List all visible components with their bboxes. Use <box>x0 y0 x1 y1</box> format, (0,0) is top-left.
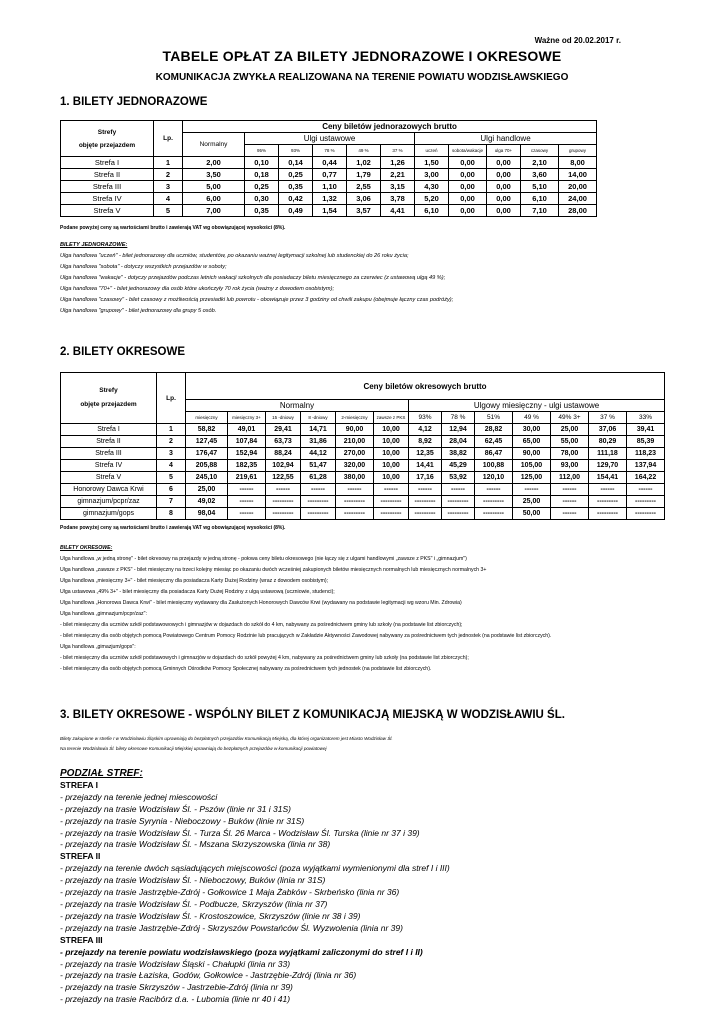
note-line: Ulga handlowa "grupowy" - bilet jednorazowy dla grupy 5 osób. <box>60 308 217 314</box>
price-cell: 0,42 <box>279 193 313 205</box>
subheader-cell: 49 % <box>347 145 381 157</box>
price-cell: 90,00 <box>336 424 374 436</box>
ulgi-handlowe-header: Ulgi handlowe <box>415 133 597 145</box>
zone-route: - przejazdy na trasie Łaziska, Godów, Gołkowice - Jastrzębie-Zdrój (linia nr 36) <box>60 970 357 981</box>
price-cell: 107,84 <box>228 436 266 448</box>
price-cell: 120,10 <box>475 472 513 484</box>
table-row <box>61 460 665 472</box>
table-row <box>61 193 597 205</box>
price-cell: 88,24 <box>266 448 301 460</box>
zone-route: - przejazdy na trasie Wodzisław Śl. - Krostoszowice, Skrzyszów (linie nr 38 i 39) <box>60 910 361 921</box>
price-cell: 0,00 <box>487 169 521 181</box>
price-cell: 270,00 <box>336 448 374 460</box>
price-cell: 380,00 <box>336 472 374 484</box>
zone-cell: Strefa III <box>61 448 157 460</box>
price-cell: 8,00 <box>559 157 597 169</box>
price-cell: 0,00 <box>449 193 487 205</box>
price-cell: 182,35 <box>228 460 266 472</box>
price-cell: 49,01 <box>228 424 266 436</box>
price-cell: 39,41 <box>627 424 665 436</box>
price-cell: 129,70 <box>589 460 627 472</box>
price-cell: ------ <box>374 484 409 496</box>
price-cell: 17,16 <box>409 472 442 484</box>
price-cell: 0,14 <box>279 157 313 169</box>
price-cell: --------- <box>409 508 442 520</box>
price-cell: --------- <box>475 496 513 508</box>
price-cell: 3,15 <box>381 181 415 193</box>
zone-route: - przejazdy na trasie Wodzisław Śl. - Turza Śl. 26 Marca - Wodzisław Śl. Turska (linie nr 37 i 39) <box>60 827 420 838</box>
price-cell: ------ <box>266 484 301 496</box>
price-cell: 1,54 <box>313 205 347 217</box>
price-cell: 10,00 <box>374 448 409 460</box>
subheader-cell: 95% <box>245 145 279 157</box>
note-line: Ulga handlowa „miesięczny 3+" - bilet miesięczny dla posiadacza Karty Dużej Rodziny (wraz z dowodem osobistym); <box>60 578 329 584</box>
price-cell: 44,12 <box>301 448 336 460</box>
zone-route: - przejazdy na terenie powiatu wodzisławskiego (poza wyjątkami zaliczonymi do stref I i II) <box>60 946 423 957</box>
table-row <box>61 448 665 460</box>
zone-cell: Strefa V <box>61 205 154 217</box>
zone-cell: Strefa I <box>61 424 157 436</box>
subheader-cell: uczeń <box>415 145 449 157</box>
price-cell: 78,00 <box>551 448 589 460</box>
price-cell: --------- <box>627 508 665 520</box>
zone-route: - przejazdy na trasie Skrzyszów - Jastrzebie-Zdrój (linia nr 39) <box>60 982 293 993</box>
price-cell: 6,10 <box>521 193 559 205</box>
zone-route: - przejazdy na trasie Wodzisław Śląski - Chałupki (linia nr 33) <box>60 958 291 969</box>
price-cell: ------ <box>228 508 266 520</box>
zone-cell: Strefa I <box>61 157 154 169</box>
zone-route: - przejazdy na trasie Wodzisław Śl. - Mszana Skrzyszowska (linia nr 38) <box>60 839 331 850</box>
section2-notes <box>60 543 551 675</box>
subheader-cell: 33% <box>627 412 665 424</box>
price-cell: 53,92 <box>442 472 475 484</box>
price-cell: ------ <box>589 484 627 496</box>
price-cell: 0,00 <box>487 157 521 169</box>
table-row <box>61 484 665 496</box>
price-cell: 2,55 <box>347 181 381 193</box>
lp-cell: 6 <box>157 484 186 496</box>
price-cell: 37,06 <box>589 424 627 436</box>
price-cell: 62,45 <box>475 436 513 448</box>
subheader-cell: miesięczny 3+ <box>228 412 266 424</box>
zones-header: Strefy objęte przejazdem <box>61 121 154 157</box>
price-cell: ------ <box>551 484 589 496</box>
note-line: Ulga handlowa "sobota" - dotyczy wszystkich przejazdów w soboty; <box>60 264 227 270</box>
price-cell: 10,00 <box>374 424 409 436</box>
price-header: Ceny biletów okresowych brutto <box>186 373 665 400</box>
notes-title: BILETY JEDNORAZOWE: <box>60 242 128 248</box>
price-cell: ------ <box>442 484 475 496</box>
price-cell: 28,04 <box>442 436 475 448</box>
note-line: - bilet miesięczny dla uczniów szkół podstawowych i gimnazjów w dojazdach do szkół powyżej 4 km, nabywany za pośrednictwem gminy lub szkoły (na podstawie list zbiorczych); <box>60 655 469 661</box>
price-cell: --------- <box>301 496 336 508</box>
note-line: Ulga handlowa „w jedną stronę" - bilet okresowy na przejazdy w jedną stronę - połowa ceny biletu okresowego (nie łączy się z ulgami handlowymi „zawsze z PKS" i „gimnazjum") <box>60 556 467 562</box>
lp-cell: 8 <box>157 508 186 520</box>
zone-route: - przejazdy na trasie Wodzisław Śl. - Podbucze, Skrzyszów (linia nr 37) <box>60 898 328 909</box>
price-cell: --------- <box>336 496 374 508</box>
price-cell: 3,06 <box>347 193 381 205</box>
subheader-cell: ulga 70+ <box>487 145 521 157</box>
table-row <box>61 157 597 169</box>
price-cell: ------ <box>301 484 336 496</box>
price-cell: 0,18 <box>245 169 279 181</box>
price-cell: 45,29 <box>442 460 475 472</box>
lp-cell: 3 <box>154 181 183 193</box>
price-cell: 0,35 <box>279 181 313 193</box>
price-cell: 30,00 <box>513 424 551 436</box>
subheader-cell: 37 % <box>381 145 415 157</box>
price-cell: 1,79 <box>347 169 381 181</box>
section1-heading: 1. BILETY JEDNORAZOWE <box>60 96 208 108</box>
document-subtitle: KOMUNIKACJA ZWYKŁA REALIZOWANA NA TERENIE POWIATU WODZISŁAWSKIEGO <box>155 72 569 83</box>
ulgi-ustawowe-header: Ulgi ustawowe <box>245 133 415 145</box>
price-cell: 122,55 <box>266 472 301 484</box>
price-cell: 118,23 <box>627 448 665 460</box>
price-cell: 50,00 <box>513 508 551 520</box>
price-cell: 112,00 <box>551 472 589 484</box>
price-cell: --------- <box>589 508 627 520</box>
price-cell: 0,25 <box>245 181 279 193</box>
price-cell: 0,00 <box>449 169 487 181</box>
table-row <box>61 472 665 484</box>
price-cell: 28,82 <box>475 424 513 436</box>
zone-cell: Strefa V <box>61 472 157 484</box>
price-cell: 25,00 <box>513 496 551 508</box>
price-cell: 3,78 <box>381 193 415 205</box>
section1-vat-note: Podane powyżej ceny są wartościami brutto i zawierają VAT wg obowiązującej wysokości (8%). <box>60 225 286 231</box>
price-cell: 28,00 <box>559 205 597 217</box>
subheader-cell: 15 -dniowy <box>266 412 301 424</box>
table-row <box>61 496 665 508</box>
lp-cell: 1 <box>154 157 183 169</box>
price-cell: 7,00 <box>183 205 245 217</box>
zone-route: - przejazdy na terenie dwóch sąsiadujących miejscowości (poza wyjątkami wymienionymi dla stref I i III) <box>60 863 450 874</box>
lp-cell: 5 <box>154 205 183 217</box>
zone-route: - przejazdy na trasie Racibórz d.a. - Lubomia (linie nr 40 i 41) <box>60 994 291 1005</box>
price-cell: --------- <box>475 508 513 520</box>
price-cell: ------ <box>513 484 551 496</box>
price-cell: 245,10 <box>186 472 228 484</box>
price-cell: --------- <box>266 496 301 508</box>
subheader-cell: 93% <box>279 145 313 157</box>
price-cell: 2,10 <box>521 157 559 169</box>
price-cell: 111,18 <box>589 448 627 460</box>
price-cell: 105,00 <box>513 460 551 472</box>
price-cell: 86,47 <box>475 448 513 460</box>
price-cell: 7,10 <box>521 205 559 217</box>
table-row <box>61 424 665 436</box>
price-cell: 24,00 <box>559 193 597 205</box>
price-cell: 98,04 <box>186 508 228 520</box>
normal-header: Normalny <box>183 133 245 157</box>
price-cell: 8,92 <box>409 436 442 448</box>
price-cell: --------- <box>301 508 336 520</box>
price-cell: 210,00 <box>336 436 374 448</box>
valid-from-date: Ważne od 20.02.2017 r. <box>534 36 621 45</box>
note-line: - bilet miesięczny dla osób objętych pomocą Powiatowego Centrum Pomocy Rodzinie lub pracujących w Zakładzie Aktywności Zawodowej nabywany za pośrednictwem tych jednostek (na podstawie list zbiorczych). <box>60 633 552 639</box>
note-line: Ulga handlowa „zawsze z PKS" - bilet miesięczny na trzeci kolejny miesiąc po okazaniu dwóch wcześniej zakupionych biletów miesięcznych normalnych lub miesięcznych normalnych 3+ <box>60 567 487 573</box>
price-cell: ------ <box>627 484 665 496</box>
price-cell: 12,35 <box>409 448 442 460</box>
price-cell: 1,26 <box>381 157 415 169</box>
subheader-cell: zawsze z PKS <box>374 412 409 424</box>
subheader-cell: 51% <box>475 412 513 424</box>
zone-cell: Strefa II <box>61 436 157 448</box>
zones-header: Strefy objęte przejazdem <box>61 373 157 424</box>
price-cell: 3,50 <box>183 169 245 181</box>
subheader-cell: 93% <box>409 412 442 424</box>
subheader-cell: 78 % <box>313 145 347 157</box>
zone-route: - przejazdy na trasie Syrynia - Nieboczowy - Buków (linie nr 31S) <box>60 815 305 826</box>
note-line: Ulga handlowa "wakacje" - dotyczy przejazdów podczas letnich wakacji szkolnych dla posiadaczy biletu miesięcznego za czerwiec (z ustawową ulgą 49 %); <box>60 275 446 281</box>
note-line: Ulga handlowa „gimnazjum/pcpr/zaz": <box>60 611 147 617</box>
lp-cell: 4 <box>157 460 186 472</box>
note-line: Ulga ustawowa „49% 3+" - bilet miesięczny dla posiadacza Karty Dużej Rodziny z ulgą ustawową (uczniowie, studenci); <box>60 589 335 595</box>
price-cell: 5,00 <box>183 181 245 193</box>
price-cell: ------ <box>228 496 266 508</box>
subheader-cell: miesięczny <box>186 412 228 424</box>
zone-route: - przejazdy na trasie Wodzisław Śl. - Nieboczowy, Buków (linia nr 31S) <box>60 875 326 886</box>
document-title: TABELE OPŁAT ZA BILETY JEDNORAZOWE I OKRESOWE <box>162 48 562 64</box>
price-cell: 125,00 <box>513 472 551 484</box>
price-cell: 14,00 <box>559 169 597 181</box>
subheader-cell: sobota/wakacje <box>449 145 487 157</box>
section2-heading: 2. BILETY OKRESOWE <box>60 346 186 358</box>
price-cell: --------- <box>442 508 475 520</box>
section3-heading: 3. BILETY OKRESOWE - WSPÓLNY BILET Z KOMUNIKACJĄ MIEJSKĄ W WODZISŁAWIU ŚL. <box>60 709 565 721</box>
zone-route: - przejazdy na terenie jednej miescowości <box>60 791 218 802</box>
price-cell: 5,10 <box>521 181 559 193</box>
zone-division <box>60 768 450 1006</box>
price-cell: 100,88 <box>475 460 513 472</box>
price-cell: 49,02 <box>186 496 228 508</box>
subheader-cell: czasowy <box>521 145 559 157</box>
price-cell: 31,86 <box>301 436 336 448</box>
price-cell: 29,41 <box>266 424 301 436</box>
price-cell: 0,00 <box>487 205 521 217</box>
note-line: Ulga handlowa „gimazjum/gops": <box>60 644 136 650</box>
subheader-cell: 49% 3+ <box>551 412 589 424</box>
price-cell: --------- <box>627 496 665 508</box>
price-cell: --------- <box>589 496 627 508</box>
price-cell: 4,41 <box>381 205 415 217</box>
price-cell: 154,41 <box>589 472 627 484</box>
price-cell: 0,10 <box>245 157 279 169</box>
price-cell: 176,47 <box>186 448 228 460</box>
lp-cell: 1 <box>157 424 186 436</box>
price-cell: 0,30 <box>245 193 279 205</box>
ulgi-header: Ulgowy miesięczny - ulgi ustawowe <box>409 400 665 412</box>
price-cell: ------ <box>551 508 589 520</box>
table-row <box>61 181 597 193</box>
lp-cell: 4 <box>154 193 183 205</box>
price-cell: 63,73 <box>266 436 301 448</box>
price-cell: ------ <box>409 484 442 496</box>
zone-cell: Strefa III <box>61 181 154 193</box>
price-cell: 102,94 <box>266 460 301 472</box>
price-cell: 0,00 <box>449 157 487 169</box>
price-cell: 4,12 <box>409 424 442 436</box>
price-cell: 38,82 <box>442 448 475 460</box>
price-cell: 0,77 <box>313 169 347 181</box>
zone-cell: Honorowy Dawca Krwi <box>61 484 157 496</box>
price-cell: 1,02 <box>347 157 381 169</box>
subheader-cell: 2-miesięczny <box>336 412 374 424</box>
price-cell: 3,00 <box>415 169 449 181</box>
lp-cell: 5 <box>157 472 186 484</box>
price-cell: 2,00 <box>183 157 245 169</box>
price-cell: 93,00 <box>551 460 589 472</box>
price-cell: 152,94 <box>228 448 266 460</box>
price-cell: 5,20 <box>415 193 449 205</box>
table-row <box>61 205 597 217</box>
price-cell: --------- <box>374 508 409 520</box>
price-cell: --------- <box>442 496 475 508</box>
zone-heading: STREFA II <box>60 851 101 862</box>
lp-cell: 2 <box>157 436 186 448</box>
section2-vat-note: Podane powyżej ceny są wartościami brutto i zawierają VAT wg obowiązującej wysokości (8%). <box>60 525 286 531</box>
zone-route: - przejazdy na trasie Jastrzębie-Zdrój - Skrzyszów Powstańców Śl. Wyzwolenia (linia nr 39) <box>60 922 403 933</box>
subheader-cell: grupowy <box>559 145 597 157</box>
lp-cell: 2 <box>154 169 183 181</box>
price-cell: 205,88 <box>186 460 228 472</box>
price-cell: 80,29 <box>589 436 627 448</box>
price-cell: 12,94 <box>442 424 475 436</box>
price-cell: 10,00 <box>374 460 409 472</box>
price-cell: 1,32 <box>313 193 347 205</box>
price-cell: 55,00 <box>551 436 589 448</box>
table-row <box>61 436 665 448</box>
price-cell: 10,00 <box>374 472 409 484</box>
price-cell: 3,60 <box>521 169 559 181</box>
price-cell: 0,35 <box>245 205 279 217</box>
lp-header: Lp. <box>154 121 183 157</box>
section1-notes <box>60 240 453 317</box>
zone-route: - przejazdy na trasie Wodzisław Śl. - Pszów (linie nr 31 i 31S) <box>60 803 291 814</box>
price-cell: ------ <box>551 496 589 508</box>
subheader-cell: 49 % <box>513 412 551 424</box>
price-cell: 25,00 <box>186 484 228 496</box>
price-cell: --------- <box>374 496 409 508</box>
lp-cell: 3 <box>157 448 186 460</box>
lp-header: Lp. <box>157 373 186 424</box>
zone-heading: STREFA III <box>60 934 103 945</box>
note-line: Ulga handlowa „Honorowa Dawca Krwi" - bilet miesięczny wydawany dla Zasłużonych Honorowych Dawców Krwi (wydawany na podstawie legitymacji wg wzoru Min. Zdrowia) <box>60 600 462 606</box>
note-line: Ulga handlowa "70+" - bilet jednorazowy dla osób które ukończyły 70 rok życia (ważny z dowodem osobistym); <box>60 286 335 292</box>
period-ticket-table <box>60 372 665 520</box>
price-cell: 90,00 <box>513 448 551 460</box>
normal-header: Normalny <box>186 400 409 412</box>
zone-heading: STREFA I <box>60 779 98 790</box>
price-cell: 14,41 <box>409 460 442 472</box>
price-cell: 6,10 <box>415 205 449 217</box>
price-header: Ceny biletów jednorazowych brutto <box>183 121 597 133</box>
price-cell: ------ <box>475 484 513 496</box>
zone-cell: Strefa IV <box>61 193 154 205</box>
section3-intro: Bilety zakupione w strefie I w Wodzisławiu Śląskim uprawniają do bezpłatnych przejazdów Komunikacją Miejską, dla której organizatorem jest Miasto Wodzisław Śl. Na terenie Wodzisławia Śl. bilety okresowe Komunikacji Miejskiej uprawniają do bezpłatnych przejazdów w komunikacji powiatowej <box>60 736 393 751</box>
table-row <box>61 508 665 520</box>
zone-route: - przejazdy na trasie Jastrzębie-Zdrój - Gołkowice 1 Maja Żabków - Skrbeńsko (linia nr 36) <box>60 887 400 898</box>
note-line: - bilet miesięczny dla osób objętych pomocą Gminnych Ośrodków Pomocy Społecznej nabywany za pośrednictwem tych jednostek (na podstawie list zbiorczych). <box>60 666 432 672</box>
note-line: Ulga handlowa "czasowy" - bilet czasowy z możliwością przesiadki lub powrotu - obowiązuje przez 3 godziny od chwili zakupu (obejmuje łączny czas podróży); <box>60 297 454 303</box>
price-cell: 0,00 <box>487 181 521 193</box>
price-cell: 25,00 <box>551 424 589 436</box>
zone-cell: Strefa IV <box>61 460 157 472</box>
price-cell: 320,00 <box>336 460 374 472</box>
price-cell: 0,44 <box>313 157 347 169</box>
price-cell: 3,57 <box>347 205 381 217</box>
subheader-cell: 37 % <box>589 412 627 424</box>
note-line: - bilet miesięczny dla uczniów szkół podstawowowych i gimnazjów w dojazdach do szkół do 4 km, nabywany za pośrednictwem gminy lub szkoły (na podstawie list zbiorczych); <box>60 622 463 628</box>
price-cell: 20,00 <box>559 181 597 193</box>
subheader-cell: 78 % <box>442 412 475 424</box>
zone-cell: gimnazjum/pcpr/zaz <box>61 496 157 508</box>
price-cell: 2,21 <box>381 169 415 181</box>
single-ticket-table <box>60 120 597 217</box>
price-cell: --------- <box>266 508 301 520</box>
price-cell: 1,10 <box>313 181 347 193</box>
price-cell: 0,00 <box>449 205 487 217</box>
price-cell: 0,49 <box>279 205 313 217</box>
zone-cell: Strefa II <box>61 169 154 181</box>
price-cell: 10,00 <box>374 436 409 448</box>
price-cell: 4,30 <box>415 181 449 193</box>
price-cell: 0,00 <box>449 181 487 193</box>
price-cell: 127,45 <box>186 436 228 448</box>
price-cell: 14,71 <box>301 424 336 436</box>
price-cell: ------ <box>228 484 266 496</box>
price-cell: 164,22 <box>627 472 665 484</box>
notes-title: BILETY OKRESOWE: <box>60 545 113 551</box>
price-cell: 0,00 <box>487 193 521 205</box>
table-row <box>61 169 597 181</box>
price-cell: 61,28 <box>301 472 336 484</box>
lp-cell: 7 <box>157 496 186 508</box>
price-cell: 6,00 <box>183 193 245 205</box>
price-cell: 58,82 <box>186 424 228 436</box>
podzial-title: PODZIAŁ STREF: <box>60 768 143 779</box>
note-line: Ulga handlowa "uczeń" - bilet jednorazowy dla uczniów, studentów, po okazaniu ważnej legitymacji szkolnej lub studenckiej do 26 roku życia; <box>60 253 409 259</box>
subheader-cell: 8 -dniowy <box>301 412 336 424</box>
price-cell: --------- <box>336 508 374 520</box>
zone-cell: gimnazjum/gops <box>61 508 157 520</box>
price-cell: 65,00 <box>513 436 551 448</box>
price-cell: 51,47 <box>301 460 336 472</box>
price-cell: 1,50 <box>415 157 449 169</box>
price-cell: 85,39 <box>627 436 665 448</box>
price-cell: --------- <box>409 496 442 508</box>
price-cell: 219,61 <box>228 472 266 484</box>
price-cell: 137,94 <box>627 460 665 472</box>
price-cell: 0,25 <box>279 169 313 181</box>
price-cell: ------ <box>336 484 374 496</box>
